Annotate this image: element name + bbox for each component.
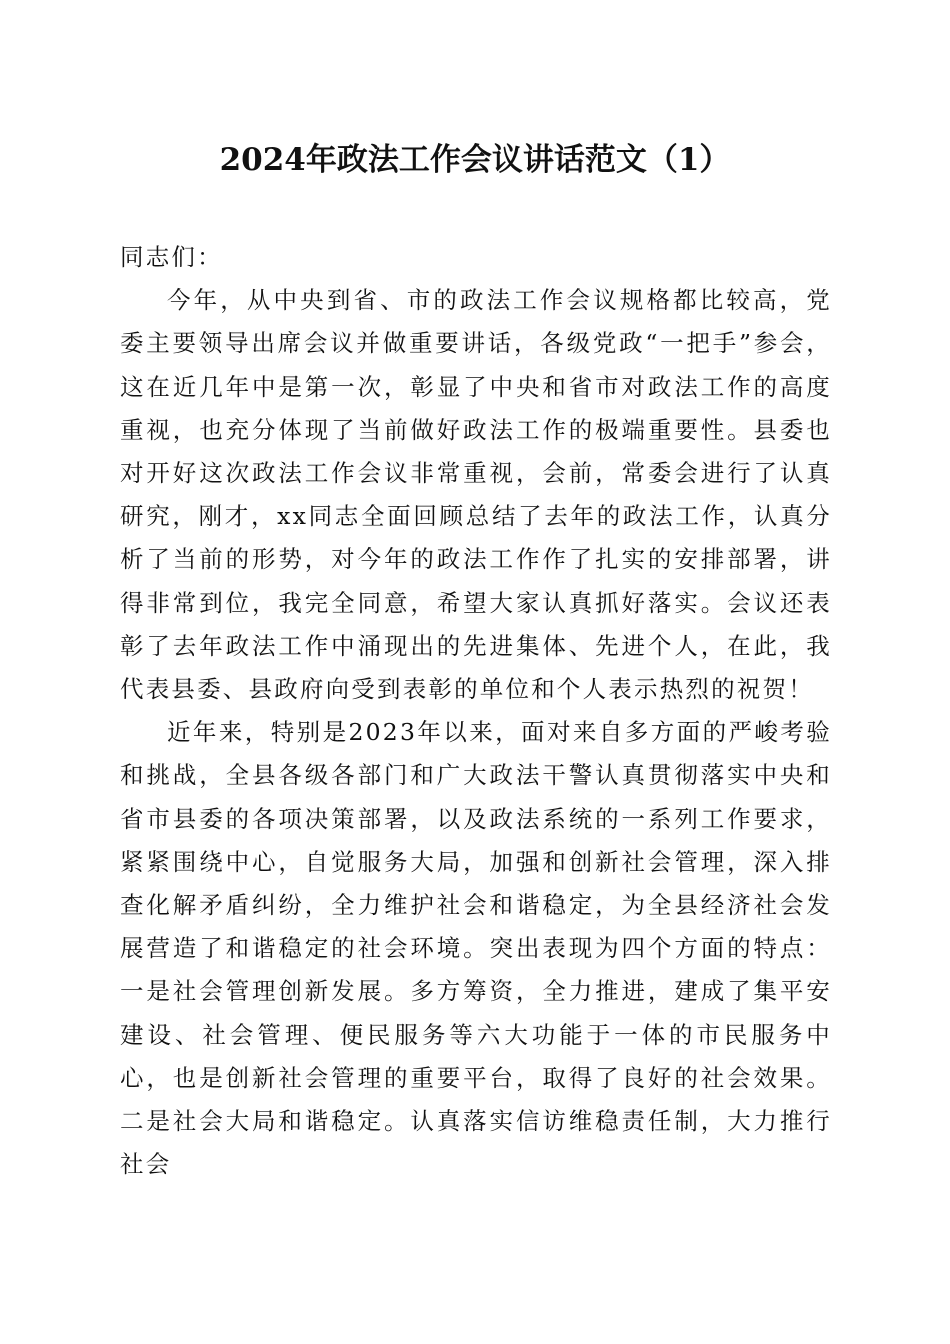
document-body: [120, 236, 832, 1186]
salutation: 同志们：: [120, 243, 223, 271]
document-title: 2024年政法工作会议讲话范文（1）: [219, 142, 731, 178]
paragraph-1: 今年，从中央到省、市的政法工作会议规格都比较高，党委主要领导出席会议并做重要讲话，各级党政“一把手”参会，这在近几年中是第一次，彰显了中央和省市对政法工作的高度重视，也充分体现了当前做好政法工作的极端重要性。县委也对开好这次政法工作会议非常重视，会前，常委会进行了认真研究，刚才，xx同志全面回顾总结了去年的政法工作，认真分析了当前的形势，对今年的政法工作作了扎实的安排部署，讲得非常到位，我完全同意，希望大家认真抓好落实。会议还表彰了去年政法工作中涌现出的先进集体、先进个人，在此，我代表县委、县政府向受到表彰的单位和个人表示热烈的祝贺！: [120, 286, 832, 704]
paragraph-2: 近年来，特别是2023年以来，面对来自多方面的严峻考验和挑战，全县各级各部门和广大政法干警认真贯彻落实中央和省市县委的各项决策部署，以及政法系统的一系列工作要求，紧紧围绕中心，自觉服务大局，加强和创新社会管理，深入排查化解矛盾纠纷，全力维护社会和谐稳定，为全县经济社会发展营造了和谐稳定的社会环境。突出表现为四个方面的特点：一是社会管理创新发展。多方筹资，全力推进，建成了集平安建设、社会管理、便民服务等六大功能于一体的市民服务中心，也是创新社会管理的重要平台，取得了良好的社会效果。二是社会大局和谐稳定。认真落实信访维稳责任制，大力推行社会: [120, 718, 832, 1179]
